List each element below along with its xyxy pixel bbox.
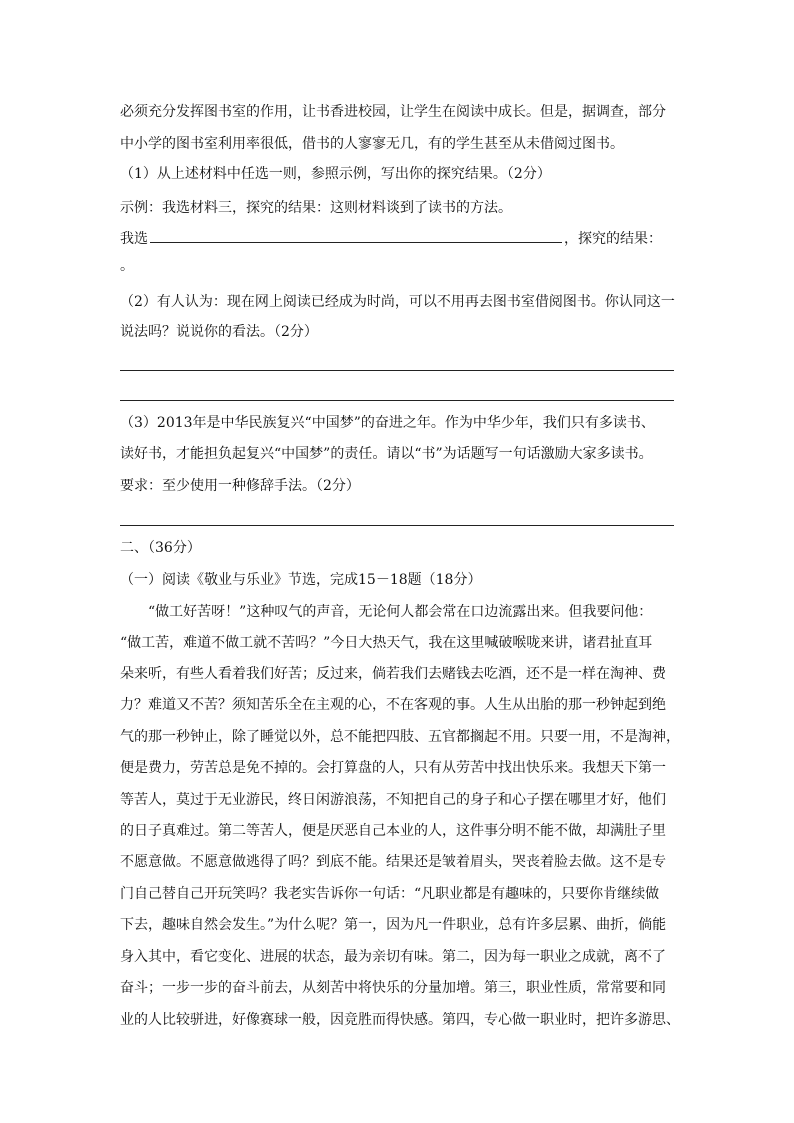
q3-line-1: （3）2013年是中华民族复兴“中国梦”的奋进之年。作为中华少年，我们只有多读书、 xyxy=(120,415,655,431)
q2-answer-line-1[interactable] xyxy=(120,370,674,371)
q3-line-3: 要求：至少使用一种修辞手法。（2分） xyxy=(120,478,360,494)
passage-line-11: 下去，趣味自然会发生。”为什么呢？第一，因为凡一件职业，总有许多层累、曲折，倘能 xyxy=(120,917,667,933)
passage-line-3: 朵来听，有些人看着我们好苦；反过来，倘若我们去赌钱去吃酒，还不是一样在淘神、费 xyxy=(120,666,666,682)
q1-fill-line xyxy=(120,228,662,249)
passage-line-14: 业的人比较骈进，好像赛球一般，因竞胜而得快感。第四，专心做一职业时，把许多游思、 xyxy=(120,1012,680,1028)
q1-end-mark: 。 xyxy=(120,258,134,274)
q1-answer-blank[interactable] xyxy=(150,228,562,243)
passage-line-9: 不愿意做。不愿意做逃得了吗？到底不能。结果还是皱着眉头，哭丧着脸去做。这不是专 xyxy=(120,854,666,870)
passage-line-5: 气的那一秒钟止，除了睡觉以外，总不能把四肢、五官都搁起不用。只要一用，不是淘神， xyxy=(120,729,680,745)
passage-line-8: 的日子真难过。第二等苦人，便是厌恶自己本业的人，这件事分明不能不做，却满肚子里 xyxy=(120,823,666,839)
passage-line-1: “做工好苦呀！”这种叹气的声音，无论何人都会常在口边流露出来。但我要问他： xyxy=(148,604,653,620)
q2-answer-line-2[interactable] xyxy=(120,400,674,401)
q3-answer-line[interactable] xyxy=(120,525,674,526)
passage-line-2: “做工苦，难道不做工就不苦吗？”今日大热天气，我在这里喊破喉咙来讲，诸君扯直耳 xyxy=(120,635,653,651)
passage-line-7: 等苦人，莫过于无业游民，终日闲游浪荡，不知把自己的身子和心子摆在哪里才好，他们 xyxy=(120,792,666,808)
section2-heading: 二、（36分） xyxy=(120,540,201,556)
q1-prompt: （1）从上述材料中任选一则，参照示例，写出你的探究结果。（2分） xyxy=(120,166,551,182)
passage-line-10: 门自己替自己开玩笑吗？我老实告诉你一句话：“凡职业都是有趣味的，只要你肯继续做 xyxy=(120,886,660,902)
passage-line-6: 便是费力，劳苦总是免不掉的。会打算盘的人，只有从劳苦中找出快乐来。我想天下第一 xyxy=(120,760,666,776)
passage-line-4: 力？难道又不苦？须知苦乐全在主观的心，不在客观的事。人生从出胎的那一秒钟起到绝 xyxy=(120,697,666,713)
material-line-1: 必须充分发挥图书室的作用，让书香进校园，让学生在阅读中成长。但是，据调查，部分 xyxy=(120,104,666,120)
q1-example: 示例：我选材料三，探究的结果：这则材料谈到了读书的方法。 xyxy=(120,200,512,216)
passage-line-13: 奋斗；一步一步的奋斗前去，从刻苦中将快乐的分量加增。第三，职业性质，常常要和同 xyxy=(120,980,666,996)
passage-line-12: 身入其中，看它变化、进展的状态，最为亲切有味。第二，因为每一职业之成就，离不了 xyxy=(120,949,666,965)
section2-subheading: （一）阅读《敬业与乐业》节选，完成15－18题（18分） xyxy=(120,572,482,588)
q1-fill-suffix: ，探究的结果： xyxy=(564,231,662,247)
q2-line-2: 说法吗？说说你的看法。（2分） xyxy=(120,324,318,340)
q1-fill-prefix: 我选 xyxy=(120,231,148,247)
material-line-2: 中小学的图书室利用率很低，借书的人寥寥无几，有的学生甚至从未借阅过图书。 xyxy=(120,136,624,152)
q3-line-2: 读好书，才能担负起复兴“中国梦”的责任。请以“书”为话题写一句话激励大家多读书。 xyxy=(120,446,653,462)
q2-line-1: （2）有人认为：现在网上阅读已经成为时尚，可以不用再去图书室借阅图书。你认同这一 xyxy=(120,294,675,310)
